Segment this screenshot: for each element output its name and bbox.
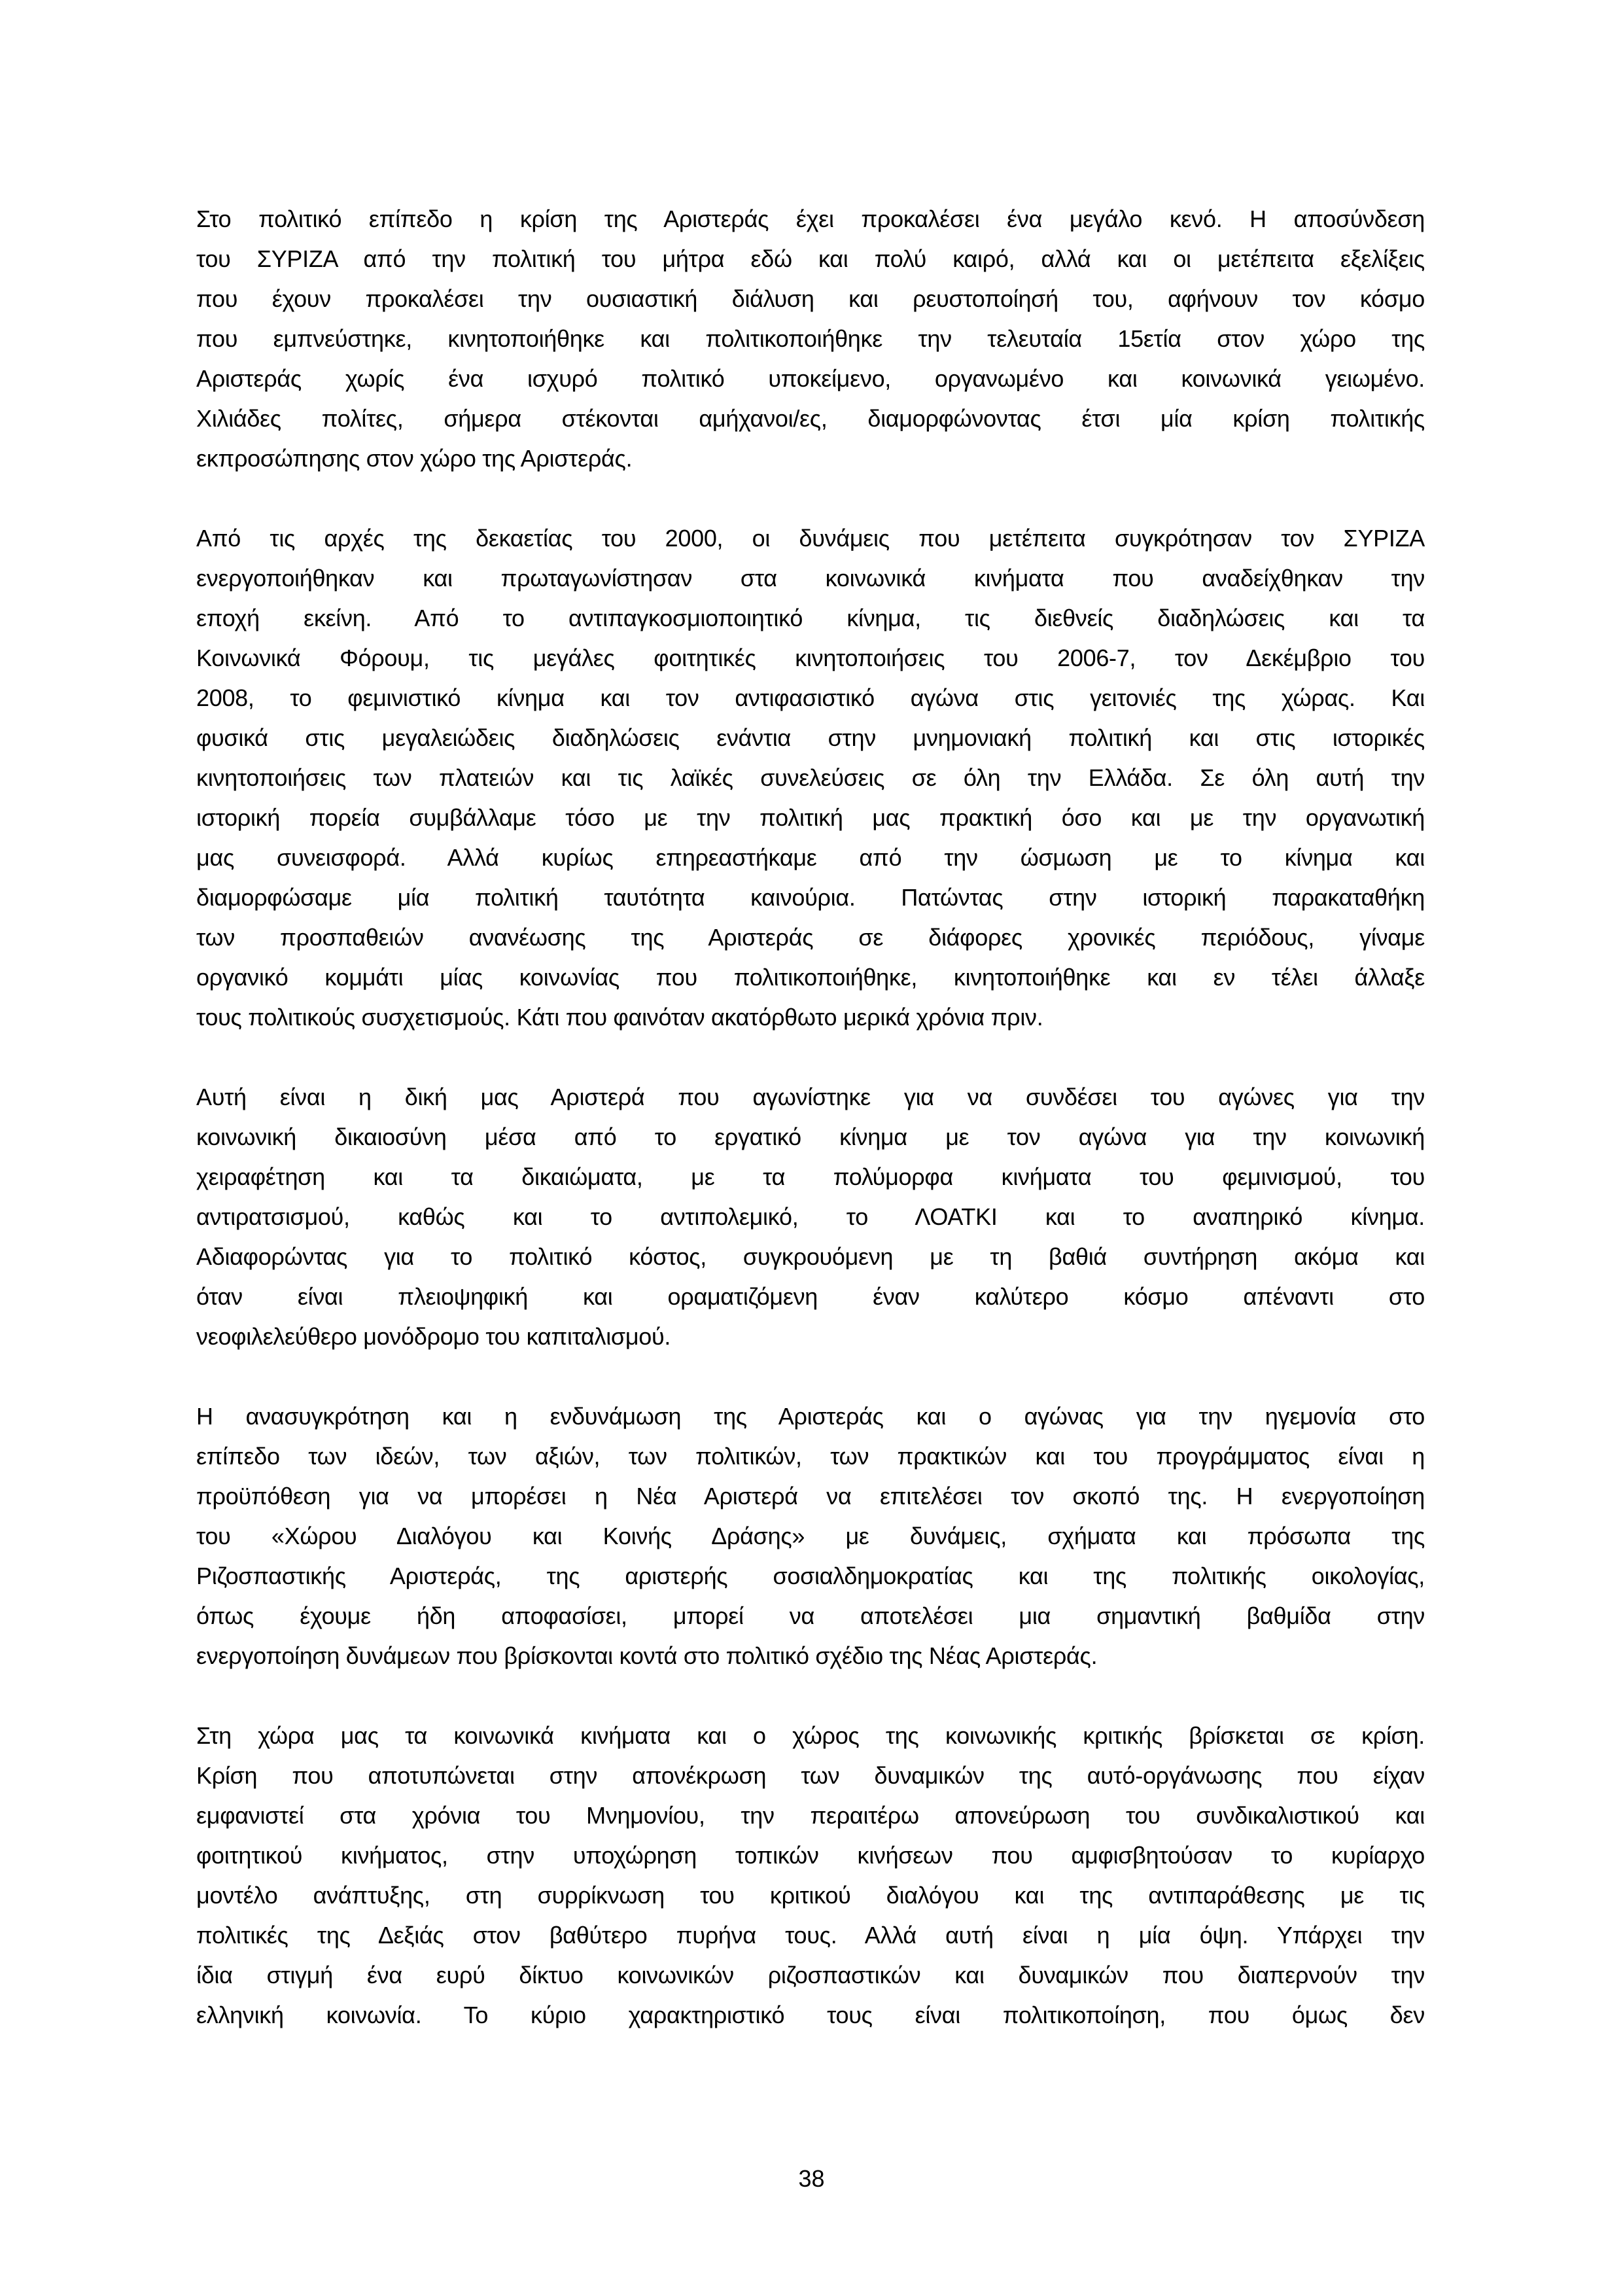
text-line: Αριστεράς χωρίς ένα ισχυρό πολιτικό υποκείμενο, οργανωμένο και κοινωνικά γειωμένο.: [196, 365, 1425, 392]
text-line: Από τις αρχές της δεκαετίας του 2000, οι δυνάμεις που μετέπειτα συγκρότησαν τον ΣΥΡΙΖΑ: [196, 525, 1425, 552]
paragraph-5: [196, 1716, 1425, 2035]
text-line: χειραφέτηση και τα δικαιώματα, με τα πολύμορφα κινήματα του φεμινισμού, του: [196, 1163, 1425, 1190]
text-line: κινητοποιήσεις των πλατειών και τις λαϊκές συνελεύσεις σε όλη την Ελλάδα. Σε όλη αυτή την: [196, 764, 1425, 791]
body-text: [196, 199, 1425, 2075]
text-line: ενεργοποίηση δυνάμεων που βρίσκονται κοντά στο πολιτικό σχέδιο της Νέας Αριστεράς.: [196, 1642, 1098, 1669]
text-line: εμφανιστεί στα χρόνια του Μνημονίου, την περαιτέρω απονεύρωση του συνδικαλιστικού και: [196, 1802, 1425, 1829]
text-line: Κρίση που αποτυπώνεται στην απονέκρωση των δυναμικών της αυτό-οργάνωσης που είχαν: [196, 1762, 1425, 1789]
text-line: προϋπόθεση για να μπορέσει η Νέα Αριστερά να επιτελέσει τον σκοπό της. Η ενεργοποίηση: [196, 1483, 1425, 1510]
text-line: των προσπαθειών ανανέωσης της Αριστεράς σε διάφορες χρονικές περιόδους, γίναμε: [196, 924, 1425, 951]
paragraph-4: [196, 1396, 1425, 1676]
text-line: ιστορική πορεία συμβάλλαμε τόσο με την πολιτική μας πρακτική όσο και με την οργανωτική: [196, 804, 1425, 831]
text-line: του ΣΥΡΙΖΑ από την πολιτική του μήτρα εδώ και πολύ καιρό, αλλά και οι μετέπειτα εξελίξεις: [196, 245, 1425, 272]
text-line: μοντέλο ανάπτυξης, στη συρρίκνωση του κριτικού διαλόγου και της αντιπαράθεσης με τις: [196, 1882, 1425, 1909]
text-line: εποχή εκείνη. Από το αντιπαγκοσμιοποιητικό κίνημα, τις διεθνείς διαδηλώσεις και τα: [196, 605, 1425, 631]
paragraph-1: [196, 199, 1425, 478]
text-line: αντιρατσισμού, καθώς και το αντιπολεμικό, το ΛΟΑΤΚΙ και το αναπηρικό κίνημα.: [196, 1203, 1425, 1230]
text-line: κοινωνική δικαιοσύνη μέσα από το εργατικό κίνημα με τον αγώνα για την κοινωνική: [196, 1123, 1425, 1150]
text-line: πολιτικές της Δεξιάς στον βαθύτερο πυρήνα τους. Αλλά αυτή είναι η μία όψη. Υπάρχει την: [196, 1922, 1425, 1949]
text-line: διαμορφώσαμε μία πολιτική ταυτότητα καινούρια. Πατώντας στην ιστορική παρακαταθήκη: [196, 884, 1425, 911]
text-line: επίπεδο των ιδεών, των αξιών, των πολιτικών, των πρακτικών και του προγράμματος είναι η: [196, 1443, 1425, 1470]
text-line: που εμπνεύστηκε, κινητοποιήθηκε και πολιτικοποιήθηκε την τελευταία 15ετία στον χώρο της: [196, 325, 1425, 352]
text-line: Στο πολιτικό επίπεδο η κρίση της Αριστεράς έχει προκαλέσει ένα μεγάλο κενό. Η αποσύνδεση: [196, 205, 1425, 232]
text-line: που έχουν προκαλέσει την ουσιαστική διάλυση και ρευστοποίησή του, αφήνουν τον κόσμο: [196, 285, 1425, 312]
text-line: Αυτή είναι η δική μας Αριστερά που αγωνίστηκε για να συνδέσει του αγώνες για την: [196, 1084, 1425, 1110]
text-line: όπως έχουμε ήδη αποφασίσει, μπορεί να αποτελέσει μια σημαντική βαθμίδα στην: [196, 1602, 1425, 1629]
text-line: ίδια στιγμή ένα ευρύ δίκτυο κοινωνικών ριζοσπαστικών και δυναμικών που διαπερνούν την: [196, 1962, 1425, 1988]
text-line: φοιτητικού κινήματος, στην υποχώρηση τοπικών κινήσεων που αμφισβητούσαν το κυρίαρχο: [196, 1842, 1425, 1869]
text-line: Αδιαφορώντας για το πολιτικό κόστος, συγκρουόμενη με τη βαθιά συντήρηση ακόμα και: [196, 1243, 1425, 1270]
text-line: Χιλιάδες πολίτες, σήμερα στέκονται αμήχανοι/ες, διαμορφώνοντας έτσι μία κρίση πολιτικής: [196, 405, 1425, 432]
text-line: Στη χώρα μας τα κοινωνικά κινήματα και ο χώρος της κοινωνικής κριτικής βρίσκεται σε κρίση.: [196, 1722, 1425, 1749]
text-line: 2008, το φεμινιστικό κίνημα και τον αντιφασιστικό αγώνα στις γειτονιές της χώρας. Και: [196, 684, 1425, 711]
text-line: εκπροσώπησης στον χώρο της Αριστεράς.: [196, 445, 633, 472]
text-line: οργανικό κομμάτι μίας κοινωνίας που πολιτικοποιήθηκε, κινητοποιήθηκε και εν τέλει άλλαξε: [196, 964, 1425, 991]
text-line: του «Χώρου Διαλόγου και Κοινής Δράσης» με δυνάμεις, σχήματα και πρόσωπα της: [196, 1523, 1425, 1549]
text-line: Ριζοσπαστικής Αριστεράς, της αριστερής σοσιαλδημοκρατίας και της πολιτικής οικολογίας,: [196, 1563, 1425, 1589]
text-line: Η ανασυγκρότηση και η ενδυνάμωση της Αριστεράς και ο αγώνας για την ηγεμονία στο: [196, 1403, 1425, 1430]
page-number: 38: [798, 2165, 825, 2192]
paragraph-2: [196, 518, 1425, 1037]
text-line: φυσικά στις μεγαλειώδεις διαδηλώσεις ενάντια στην μνημονιακή πολιτική και στις ιστορικές: [196, 724, 1425, 751]
text-line: ενεργοποιήθηκαν και πρωταγωνίστησαν στα κοινωνικά κινήματα που αναδείχθηκαν την: [196, 565, 1425, 592]
text-line: όταν είναι πλειοψηφική και οραματιζόμενη έναν καλύτερο κόσμο απέναντι στο: [196, 1283, 1425, 1310]
text-line: μας συνεισφορά. Αλλά κυρίως επηρεαστήκαμε από την ώσμωση με το κίνημα και: [196, 844, 1425, 871]
text-line: τους πολιτικούς συσχετισμούς. Κάτι που φαινόταν ακατόρθωτο μερικά χρόνια πριν.: [196, 1004, 1043, 1031]
text-line: ελληνική κοινωνία. Το κύριο χαρακτηριστικό τους είναι πολιτικοποίηση, που όμως δεν: [196, 2002, 1425, 2028]
text-line: νεοφιλελεύθερο μονόδρομο του καπιταλισμού.: [196, 1323, 671, 1350]
text-line: Κοινωνικά Φόρουμ, τις μεγάλες φοιτητικές κινητοποιήσεις του 2006-7, τον Δεκέμβριο του: [196, 645, 1425, 671]
paragraph-3: [196, 1077, 1425, 1356]
